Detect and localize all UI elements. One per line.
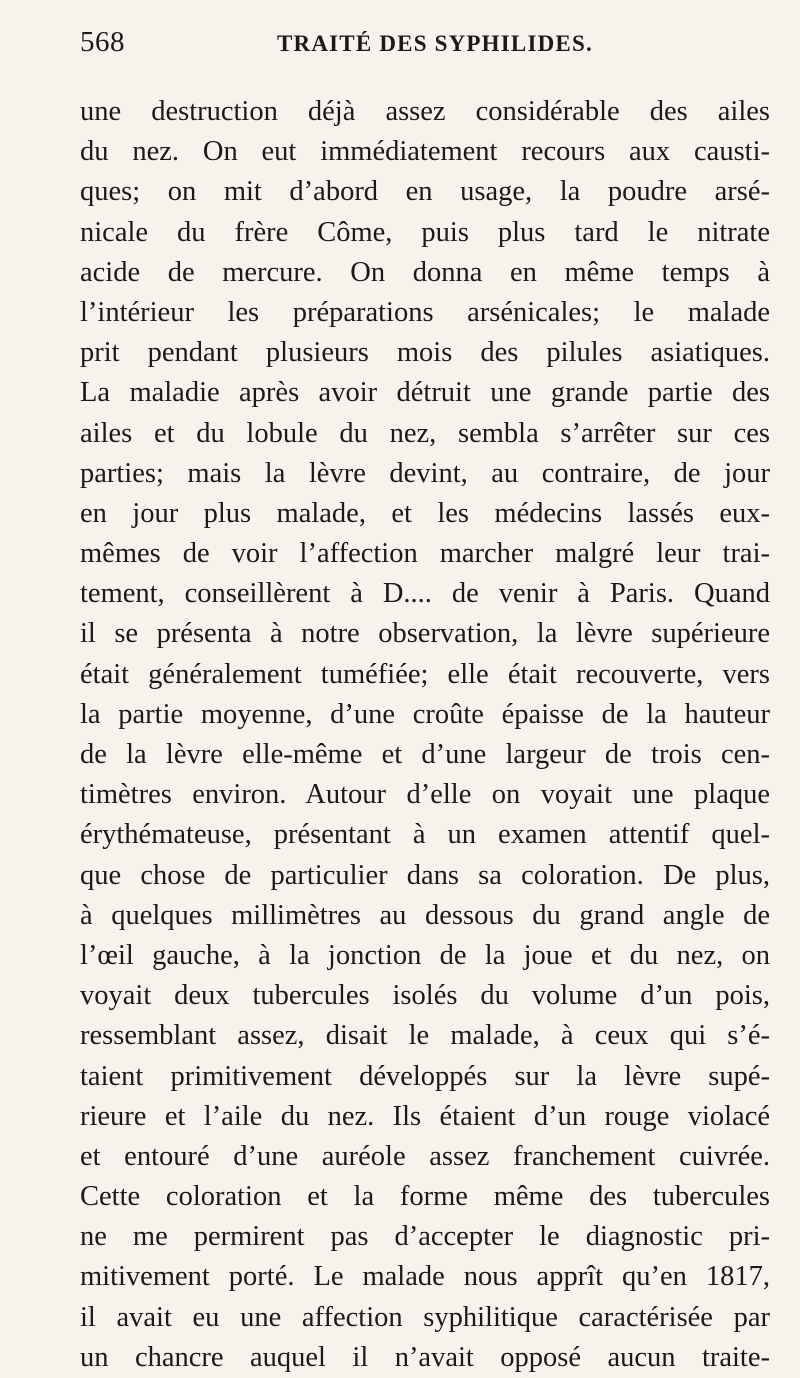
text-line: érythémateuse, présentant à un examen attentif quel- — [80, 819, 770, 851]
text-line: ailes et du lobule du nez, sembla s’arrêter sur ces — [80, 417, 770, 449]
text-line: à quelques millimètres au dessous du grand angle de — [80, 899, 770, 931]
text-line: Cette coloration et la forme même des tubercules — [80, 1181, 770, 1213]
text-line: prit pendant plusieurs mois des pilules asiatiques. — [80, 337, 770, 369]
text-line: et entouré d’une auréole assez franchement cuivrée. — [80, 1140, 770, 1172]
body-text — [80, 92, 770, 1378]
text-line: ques; on mit d’abord en usage, la poudre arsé- — [80, 176, 770, 208]
text-line: nicale du frère Côme, puis plus tard le nitrate — [80, 216, 770, 248]
page-header — [80, 26, 770, 66]
text-line: La maladie après avoir détruit une grande partie des — [80, 377, 770, 409]
text-line: tement, conseillèrent à D.... de venir à Paris. Quand — [80, 578, 770, 610]
text-line: l’œil gauche, à la jonction de la joue et du nez, on — [80, 939, 770, 971]
text-line: une destruction déjà assez considérable des ailes — [80, 96, 770, 127]
text-line: il avait eu une affection syphilitique caractérisée par — [80, 1301, 770, 1333]
text-line: un chancre auquel il n’avait opposé aucun traite- — [80, 1341, 770, 1373]
text-line: rieure et l’aile du nez. Ils étaient d’un rouge violacé — [80, 1100, 770, 1132]
page-number: 568 — [80, 26, 125, 58]
text-line: acide de mercure. On donna en même temps à — [80, 256, 770, 288]
text-line: timètres environ. Autour d’elle on voyait une plaque — [80, 779, 770, 811]
text-line: était généralement tuméfiée; elle était recouverte, vers — [80, 658, 770, 690]
text-line: l’intérieur les préparations arsénicales; le malade — [80, 296, 770, 328]
text-line: en jour plus malade, et les médecins lassés eux- — [80, 497, 770, 529]
text-line: voyait deux tubercules isolés du volume d’un pois, — [80, 980, 770, 1012]
text-line: que chose de particulier dans sa coloration. De plus, — [80, 859, 770, 891]
text-line: parties; mais la lèvre devint, au contraire, de jour — [80, 457, 770, 489]
text-line: du nez. On eut immédiatement recours aux causti- — [80, 136, 770, 168]
text-line: mêmes de voir l’affection marcher malgré leur trai- — [80, 538, 770, 570]
running-title: TRAITÉ DES SYPHILIDES. — [277, 31, 593, 56]
text-line: taient primitivement développés sur la lèvre supé- — [80, 1060, 770, 1092]
text-line: ressemblant assez, disait le malade, à ceux qui s’é- — [80, 1020, 770, 1052]
text-line: il se présenta à notre observation, la lèvre supérieure — [80, 618, 770, 650]
text-line: ne me permirent pas d’accepter le diagnostic pri- — [80, 1221, 770, 1253]
text-line: la partie moyenne, d’une croûte épaisse de la hauteur — [80, 698, 770, 730]
text-line: de la lèvre elle-même et d’une largeur de trois cen- — [80, 739, 770, 770]
text-line: mitivement porté. Le malade nous apprît qu’en 1817, — [80, 1261, 770, 1293]
